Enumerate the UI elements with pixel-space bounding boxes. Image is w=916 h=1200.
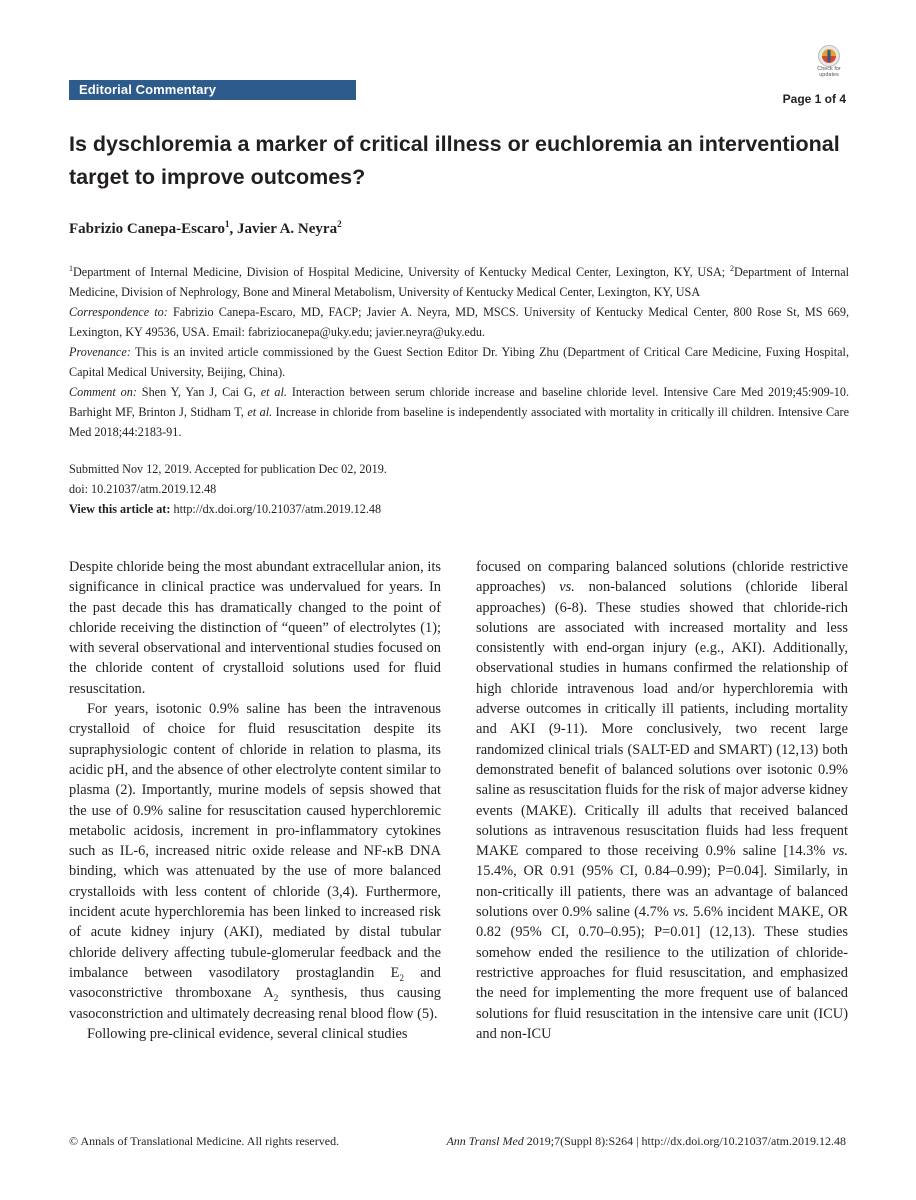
footer-copyright: © Annals of Translational Medicine. All rights reserved. <box>69 1134 340 1148</box>
section-banner <box>69 80 356 100</box>
paragraph: For years, isotonic 0.9% saline has been the intravenous crystalloid of choice for fluid resuscitation despite its supraphysiologic content of chloride in relation to plasma, its acidic pH, and the absence of other electrolyte content similar to plasma (2). Importantly, murine models of sepsis showed that the use of 0.9% saline for resuscitation caused hyperchloremic metabolic acidosis, increment in pro-inflammatory cytokines such as IL-6, increased nitric oxide release and NF-κB DNA binding, which was attenuated by the use of more balanced crystalloids with less content of chloride (3,4). Furthermore, incident acute hyperchloremia has been linked to increased risk of acute kidney injury (AKI), mediated by distal tubular chloride delivery affecting tubule-glomerular feedback and the imbalance between vasodilatory prostaglandin $E_2$ and vasoconstrictive thromboxane $A_2$ synthesis, thus causing vasoconstriction and ultimately decreasing renal blood flow (5). <box>69 701 441 1022</box>
paragraph: Following pre-clinical evidence, several clinical studies <box>87 1025 408 1042</box>
check-for-updates-badge[interactable] <box>812 44 846 80</box>
author-name: Javier A. Neyra <box>236 221 338 237</box>
comment-on: Comment on: Shen Y, Yan J, Cai G, et al. Interaction between serum chloride increase and baseline chloride level. Intensive Care Med 2019;45:909-10. Barhight MF, Brinton J, Stidham T, et al. Increase in chloride from baseline is independently associated with mortality in critically ill children. Intensive Care Med 2018;44:2183-91. <box>69 385 850 440</box>
correspondence: Correspondence to: Fabrizio Canepa-Escaro, MD, FACP; Javier A. Neyra, MD, MSCS. University of Kentucky Medical Center, 800 Rose St, MS 669, Lexington, KY 49536, USA. Email: fabriziocanepa@uky.edu; javier.neyra@uky.edu. <box>69 305 849 340</box>
provenance: Provenance: This is an invited article commissioned by the Guest Section Editor Dr. Yibing Zhu (Department of Critical Care Medicine, Fuxing Hospital, Capital Medical University, Beijing, China). <box>69 345 849 380</box>
author-name: Fabrizio Canepa-Escaro <box>69 221 225 237</box>
article-metadata <box>69 259 849 442</box>
author-affiliation-mark: 1 <box>224 219 230 229</box>
submission-info <box>69 459 849 519</box>
section-label: Editorial Commentary <box>79 82 217 97</box>
submitted-date: Submitted Nov 12, 2019. Accepted for publication Dec 02, 2019. <box>69 462 387 476</box>
paragraph: Despite chloride being the most abundant extracellular anion, its significance in clinical practice was undervalued for years. In the past decade this has dramatically changed to the point of chloride receiving the distinction of “queen” of electrolytes (1); with several observational and interventional studies focused on the chloride content of crystalloid solutions used for fluid resuscitation. <box>69 559 441 697</box>
affiliations: $^1$Department of Internal Medicine, Division of Hospital Medicine, University of Kentucky Medical Center, Lexington, KY, USA; $^2$Department of Internal Medicine, Division of Nephrology, Bone and Mineral Metabolism, University of Kentucky Medical Center, Lexington, KY, USA <box>69 264 849 300</box>
author-list: Fabrizio Canepa-Escaro$^1$, Javier A. Neyra$^2$ <box>69 219 342 237</box>
view-article-line: View this article at: http://dx.doi.org/10.21037/atm.2019.12.48 <box>69 502 382 516</box>
article-title: Is dyschloremia a marker of critical illness or euchloremia an interventional target to improve outcomes? <box>69 132 840 189</box>
check-updates-text: Check for updates <box>817 66 841 78</box>
article-link[interactable]: http://dx.doi.org/10.21037/atm.2019.12.48 <box>170 502 382 516</box>
doi: doi: 10.21037/atm.2019.12.48 <box>69 482 217 496</box>
footer-citation: Ann Transl Med 2019;7(Suppl 8):S264 | http://dx.doi.org/10.21037/atm.2019.12.48 <box>446 1134 846 1148</box>
check-updates-icon <box>812 44 846 68</box>
author-affiliation-mark: 2 <box>337 219 342 229</box>
page-number: Page 1 of 4 <box>782 92 846 106</box>
paragraph: focused on comparing balanced solutions (chloride restrictive approaches) vs. non-balanced solutions (chloride liberal approaches) (6-8). These studies showed that chloride-rich solutions are associated with increased mortality and less consistently with end-organ injury (e.g., AKI). Additionally, observational studies in humans confirmed the relationship of high chloride intravenous load and/or hyperchloremia with adverse outcomes in critically ill patients, including mortality and AKI (9-11). More conclusively, two recent large randomized clinical trials (SALT-ED and SMART) (12,13) both demonstrated benefit of balanced solutions over isotonic 0.9% saline as resuscitation fluids for the risk of major adverse kidney events (MAKE). Critically ill adults that received balanced solutions as intravenous resuscitation fluids had less frequent MAKE compared to those receiving 0.9% saline [14.3% vs. 15.4%, OR 0.91 (95% CI, 0.84–0.99); P=0.04]. Similarly, in non-critically ill patients, there was an advantage of balanced solutions over 0.9% saline (4.7% vs. 5.6% incident MAKE, OR 0.82 (95% CI, 0.70–0.95); P=0.01] (12,13). These studies somehow ended the resilience to the utilization of chloride-restrictive approaches for fluid resuscitation, and emphasized the need for implementing the more frequent use of balanced solutions for fluid resuscitation in the intensive care unit (ICU) and non-ICU <box>476 559 848 1042</box>
body-column-left <box>69 557 441 1044</box>
body-column-right <box>476 557 848 1044</box>
